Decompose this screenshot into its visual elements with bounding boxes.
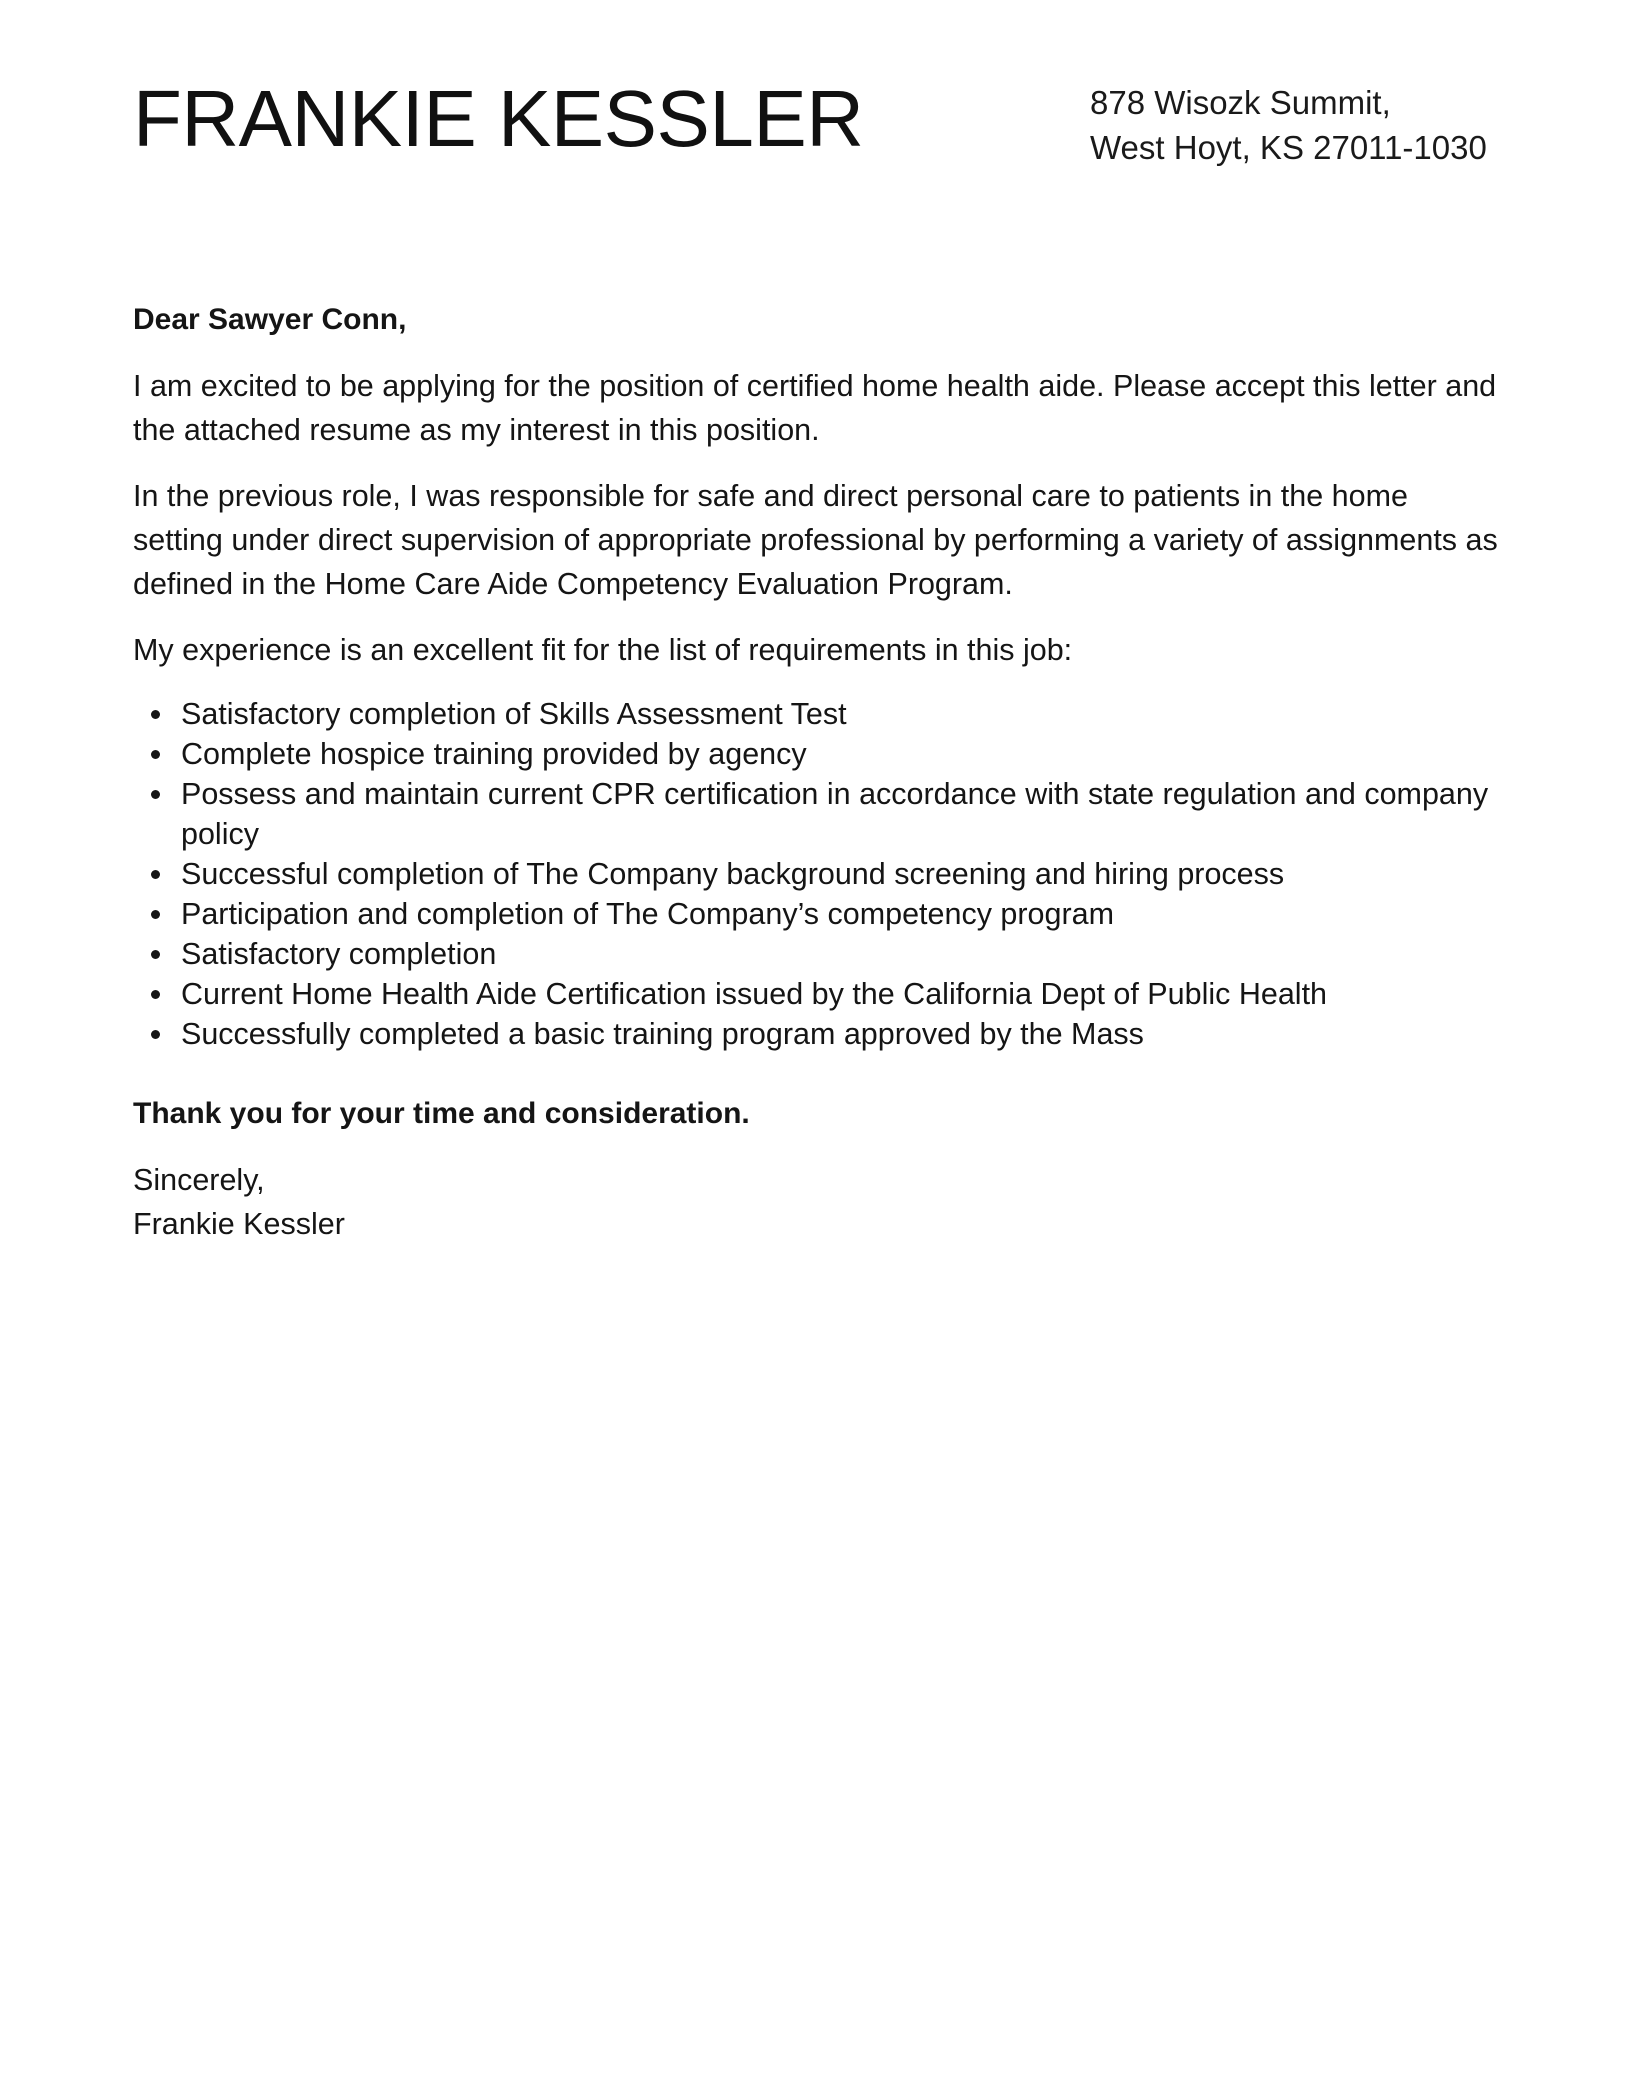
list-item-text: Current Home Health Aide Certification issued by the California Dept of Public Health [181, 977, 1328, 1011]
list-item-text: Successful completion of The Company background screening and hiring process [181, 857, 1285, 891]
list-item-text: Complete hospice training provided by agency [181, 737, 807, 771]
list-item [181, 894, 1499, 934]
address-line-1: 878 Wisozk Summit, [1090, 84, 1391, 121]
bullet-icon [151, 990, 160, 999]
list-item [181, 734, 1499, 774]
list-item-text: Possess and maintain current CPR certification in accordance with state regulation and company policy [181, 777, 1489, 851]
bullet-icon [151, 910, 160, 919]
list-item [181, 854, 1499, 894]
experience-paragraph: In the previous role, I was responsible for safe and direct personal care to patients in the home setting under direct supervision of appropriate professional by performing a variety of assignments as defined in the Home Care Aide Competency Evaluation Program. [133, 479, 1498, 601]
signature-name: Frankie Kessler [133, 1207, 345, 1241]
letter-body [133, 298, 1499, 1246]
list-item [181, 694, 1499, 734]
applicant-address [1090, 80, 1487, 170]
bullet-icon [151, 750, 160, 759]
list-item [181, 774, 1499, 854]
list-item-text: Satisfactory completion of Skills Assessment Test [181, 697, 847, 731]
list-item [181, 974, 1499, 1014]
list-item [181, 934, 1499, 974]
bullet-icon [151, 1030, 160, 1039]
signoff: Sincerely, [133, 1163, 265, 1197]
salutation: Dear Sawyer Conn, [133, 303, 407, 336]
list-item-text: Satisfactory completion [181, 937, 497, 971]
intro-paragraph: I am excited to be applying for the position of certified home health aide. Please accept this letter and the attached resume as my interest in this position. [133, 369, 1497, 447]
list-item-text: Successfully completed a basic training program approved by the Mass [181, 1017, 1144, 1051]
list-item-text: Participation and completion of The Company’s competency program [181, 897, 1115, 931]
bullet-icon [151, 950, 160, 959]
address-line-2: West Hoyt, KS 27011-1030 [1090, 129, 1487, 166]
letter-header [133, 70, 1499, 180]
requirements-intro: My experience is an excellent fit for the list of requirements in this job: [133, 633, 1073, 667]
bullet-icon [151, 710, 160, 719]
bullet-icon [151, 790, 160, 799]
bullet-icon [151, 870, 160, 879]
list-item [181, 1014, 1499, 1054]
closing-line: Thank you for your time and consideration. [133, 1097, 750, 1130]
applicant-name: FRANKIE KESSLER [133, 74, 864, 163]
requirements-list [133, 694, 1499, 1054]
signoff-block [133, 1158, 1499, 1246]
